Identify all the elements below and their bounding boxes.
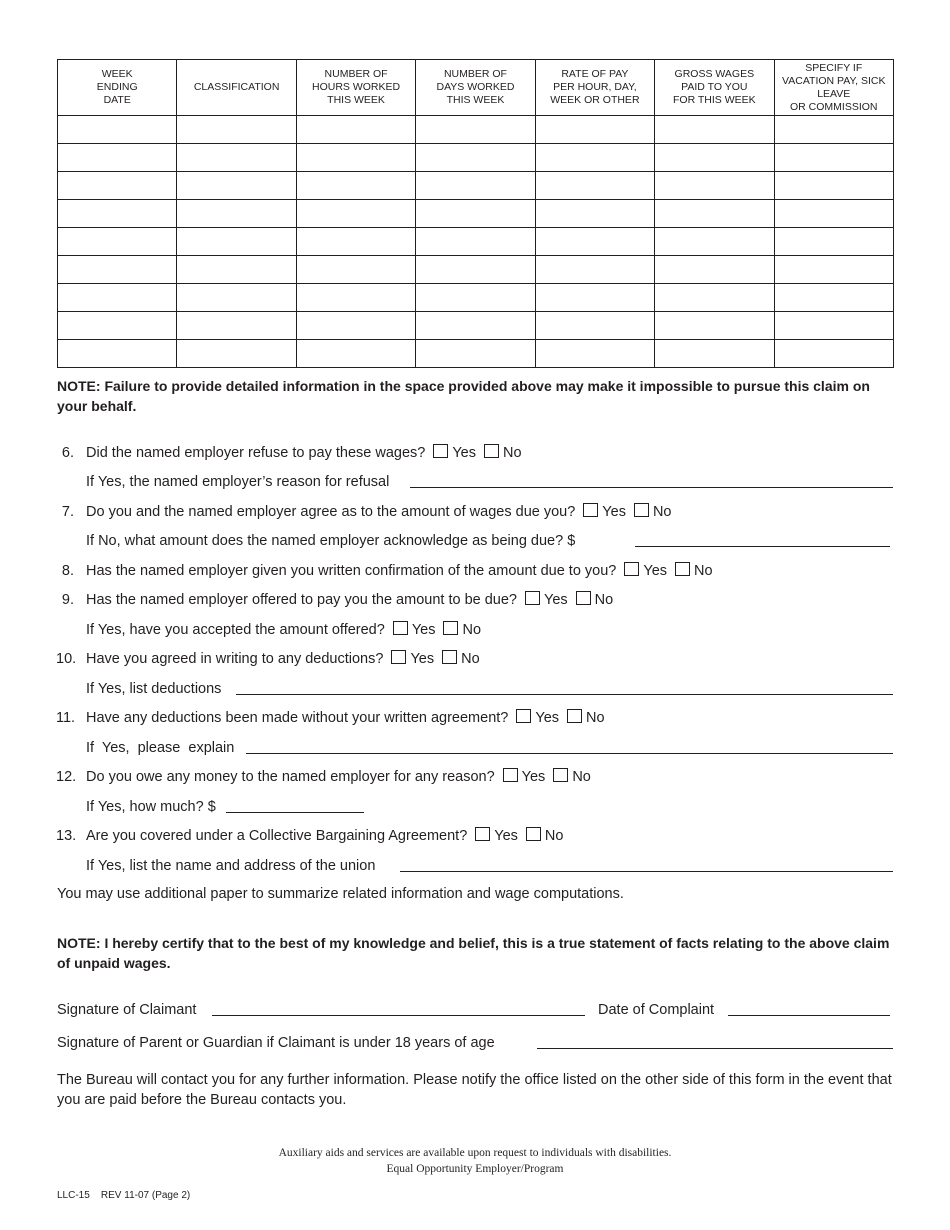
yes-checkbox[interactable] bbox=[525, 591, 540, 605]
table-cell[interactable] bbox=[774, 172, 893, 200]
table-cell[interactable] bbox=[416, 340, 535, 368]
table-cell[interactable] bbox=[58, 116, 177, 144]
table-cell[interactable] bbox=[535, 116, 654, 144]
question-number: 8. bbox=[61, 563, 74, 579]
yes-checkbox[interactable] bbox=[433, 444, 448, 458]
question-9 bbox=[0, 590, 950, 610]
yes-checkbox[interactable] bbox=[624, 562, 639, 576]
table-cell[interactable] bbox=[58, 284, 177, 312]
question-10 bbox=[0, 649, 950, 669]
note-failure-warning: NOTE: Failure to provide detailed information in the space provided above may make it impossible to pursue this claim on your behalf. bbox=[57, 378, 870, 414]
question-6-followup bbox=[0, 472, 950, 492]
table-cell[interactable] bbox=[774, 340, 893, 368]
table-cell[interactable] bbox=[177, 172, 296, 200]
header-hours-worked: NUMBER OF HOURS WORKED THIS WEEK bbox=[296, 60, 415, 116]
table-cell[interactable] bbox=[177, 200, 296, 228]
footer-equal-opportunity: Equal Opportunity Employer/Program bbox=[386, 1163, 564, 1175]
yes-checkbox[interactable] bbox=[583, 503, 598, 517]
table-cell[interactable] bbox=[535, 172, 654, 200]
table-row bbox=[58, 228, 894, 256]
header-days-worked: NUMBER OF DAYS WORKED THIS WEEK bbox=[416, 60, 535, 116]
table-cell[interactable] bbox=[774, 256, 893, 284]
table-cell[interactable] bbox=[177, 116, 296, 144]
no-checkbox[interactable] bbox=[553, 768, 568, 782]
no-checkbox[interactable] bbox=[526, 827, 541, 841]
no-checkbox[interactable] bbox=[484, 444, 499, 458]
table-cell[interactable] bbox=[416, 312, 535, 340]
table-cell[interactable] bbox=[655, 116, 774, 144]
table-cell[interactable] bbox=[655, 144, 774, 172]
table-cell[interactable] bbox=[655, 228, 774, 256]
yes-checkbox[interactable] bbox=[475, 827, 490, 841]
question-9-followup bbox=[0, 620, 950, 640]
yes-checkbox[interactable] bbox=[391, 650, 406, 664]
header-classification: CLASSIFICATION bbox=[177, 60, 296, 116]
table-cell[interactable] bbox=[177, 256, 296, 284]
explain-field[interactable] bbox=[246, 753, 893, 754]
table-cell[interactable] bbox=[655, 312, 774, 340]
question-text: If No, what amount does the named employer acknowledge as being due? $ bbox=[86, 533, 576, 549]
wage-history-table bbox=[57, 59, 894, 368]
table-cell[interactable] bbox=[416, 284, 535, 312]
header-week-ending-date: WEEK ENDING DATE bbox=[58, 60, 177, 116]
table-cell[interactable] bbox=[655, 284, 774, 312]
table-cell[interactable] bbox=[58, 312, 177, 340]
no-checkbox[interactable] bbox=[576, 591, 591, 605]
table-cell[interactable] bbox=[296, 256, 415, 284]
question-8 bbox=[0, 561, 950, 581]
signature-claimant-line bbox=[0, 1000, 950, 1020]
header-gross-wages: GROSS WAGES PAID TO YOU FOR THIS WEEK bbox=[655, 60, 774, 116]
question-11-followup bbox=[0, 738, 950, 758]
form-id: LLC-15 REV 11-07 (Page 2) bbox=[57, 1190, 191, 1201]
header-rate-of-pay: RATE OF PAY PER HOUR, DAY, WEEK OR OTHER bbox=[535, 60, 654, 116]
table-row bbox=[58, 200, 894, 228]
yes-checkbox[interactable] bbox=[516, 709, 531, 723]
table-cell[interactable] bbox=[177, 340, 296, 368]
date-of-complaint-label: Date of Complaint bbox=[598, 1002, 715, 1018]
table-cell[interactable] bbox=[655, 172, 774, 200]
question-text: Are you covered under a Collective Bargaining Agreement? Yes No bbox=[86, 828, 564, 844]
table-cell[interactable] bbox=[774, 228, 893, 256]
signature-guardian-label: Signature of Parent or Guardian if Claimant is under 18 years of age bbox=[57, 1035, 495, 1051]
table-row bbox=[58, 116, 894, 144]
question-13 bbox=[0, 826, 950, 846]
table-header-row bbox=[58, 60, 894, 116]
table-cell[interactable] bbox=[535, 340, 654, 368]
table-cell[interactable] bbox=[58, 172, 177, 200]
question-text: If Yes, list the name and address of the union bbox=[86, 858, 376, 874]
no-checkbox[interactable] bbox=[443, 621, 458, 635]
table-cell[interactable] bbox=[416, 172, 535, 200]
question-text: Do you and the named employer agree as to the amount of wages due you? Yes No bbox=[86, 504, 672, 520]
table-cell[interactable] bbox=[416, 200, 535, 228]
table-cell[interactable] bbox=[535, 228, 654, 256]
table-cell[interactable] bbox=[177, 228, 296, 256]
question-12 bbox=[0, 767, 950, 787]
table-cell[interactable] bbox=[535, 144, 654, 172]
question-7 bbox=[0, 502, 950, 522]
question-text: Have any deductions been made without your written agreement? Yes No bbox=[86, 710, 605, 726]
table-cell[interactable] bbox=[58, 228, 177, 256]
table-cell[interactable] bbox=[296, 200, 415, 228]
question-12-followup bbox=[0, 797, 950, 817]
refusal-reason-field[interactable] bbox=[410, 487, 893, 488]
table-cell[interactable] bbox=[296, 172, 415, 200]
table-cell[interactable] bbox=[774, 200, 893, 228]
signature-claimant-field[interactable] bbox=[212, 1015, 585, 1016]
table-cell[interactable] bbox=[296, 284, 415, 312]
no-checkbox[interactable] bbox=[634, 503, 649, 517]
table-cell[interactable] bbox=[177, 144, 296, 172]
table-cell[interactable] bbox=[535, 256, 654, 284]
table-cell[interactable] bbox=[416, 228, 535, 256]
question-13-followup bbox=[0, 856, 950, 876]
table-cell[interactable] bbox=[416, 256, 535, 284]
acknowledged-amount-field[interactable] bbox=[635, 546, 890, 547]
question-number: 11. bbox=[56, 710, 76, 726]
question-number: 6. bbox=[61, 445, 74, 461]
table-cell[interactable] bbox=[655, 256, 774, 284]
date-of-complaint-field[interactable] bbox=[728, 1015, 890, 1016]
question-text: If Yes, list deductions bbox=[86, 681, 222, 697]
table-cell[interactable] bbox=[774, 284, 893, 312]
table-row bbox=[58, 256, 894, 284]
table-cell[interactable] bbox=[655, 200, 774, 228]
question-text: If Yes, how much? $ bbox=[86, 799, 216, 815]
no-checkbox[interactable] bbox=[675, 562, 690, 576]
signature-guardian-line bbox=[0, 1033, 950, 1053]
no-checkbox[interactable] bbox=[442, 650, 457, 664]
signature-claimant-label: Signature of Claimant bbox=[57, 1002, 197, 1018]
deductions-list-field[interactable] bbox=[236, 694, 893, 695]
no-checkbox[interactable] bbox=[567, 709, 582, 723]
table-cell[interactable] bbox=[58, 200, 177, 228]
table-cell[interactable] bbox=[535, 200, 654, 228]
table-cell[interactable] bbox=[774, 144, 893, 172]
table-cell[interactable] bbox=[296, 312, 415, 340]
question-number: 10. bbox=[56, 651, 77, 667]
question-number: 12. bbox=[56, 769, 77, 785]
table-cell[interactable] bbox=[296, 116, 415, 144]
question-text: If Yes, the named employer’s reason for refusal bbox=[86, 474, 390, 490]
table-cell[interactable] bbox=[535, 312, 654, 340]
footer-accessibility: Auxiliary aids and services are available upon request to individuals with disabilities. bbox=[278, 1147, 672, 1159]
question-text: Has the named employer offered to pay you the amount to be due? Yes No bbox=[86, 592, 614, 608]
question-text: Has the named employer given you written confirmation of the amount due to you? Yes No bbox=[86, 563, 713, 579]
signature-guardian-field[interactable] bbox=[537, 1048, 893, 1049]
question-text: If Yes, please explain bbox=[86, 740, 235, 756]
table-cell[interactable] bbox=[177, 284, 296, 312]
yes-checkbox[interactable] bbox=[503, 768, 518, 782]
question-number: 7. bbox=[61, 504, 74, 520]
table-cell[interactable] bbox=[416, 116, 535, 144]
table-cell[interactable] bbox=[177, 312, 296, 340]
table-row bbox=[58, 340, 894, 368]
amount-owed-field[interactable] bbox=[226, 812, 364, 813]
question-number: 9. bbox=[61, 592, 74, 608]
table-cell[interactable] bbox=[535, 284, 654, 312]
table-cell[interactable] bbox=[58, 256, 177, 284]
table-row bbox=[58, 172, 894, 200]
certification-note: NOTE: I hereby certify that to the best of my knowledge and belief, this is a true statement of facts relating to the above claim of unpaid wages. bbox=[57, 935, 890, 971]
table-cell[interactable] bbox=[296, 228, 415, 256]
question-text: Have you agreed in writing to any deductions? Yes No bbox=[86, 651, 480, 667]
question-7-followup bbox=[0, 531, 950, 551]
bureau-contact-note: The Bureau will contact you for any further information. Please notify the office listed on the other side of this form in the event that you are paid before the Bureau contacts you. bbox=[57, 1072, 892, 1108]
header-pay-type: SPECIFY IF VACATION PAY, SICK LEAVE OR COMMISSION bbox=[774, 60, 893, 116]
table-cell[interactable] bbox=[58, 340, 177, 368]
table-cell[interactable] bbox=[296, 144, 415, 172]
table-cell[interactable] bbox=[58, 144, 177, 172]
yes-checkbox[interactable] bbox=[393, 621, 408, 635]
question-text: Do you owe any money to the named employer for any reason? Yes No bbox=[86, 769, 591, 785]
question-6 bbox=[0, 443, 950, 463]
table-cell[interactable] bbox=[774, 312, 893, 340]
question-number: 13. bbox=[56, 828, 77, 844]
table-row bbox=[58, 312, 894, 340]
table-cell[interactable] bbox=[296, 340, 415, 368]
table-cell[interactable] bbox=[774, 116, 893, 144]
table-cell[interactable] bbox=[655, 340, 774, 368]
table-cell[interactable] bbox=[416, 144, 535, 172]
question-text: Did the named employer refuse to pay these wages? Yes No bbox=[86, 445, 522, 461]
union-name-address-field[interactable] bbox=[400, 871, 893, 872]
question-10-followup bbox=[0, 679, 950, 699]
table-row bbox=[58, 284, 894, 312]
table-row bbox=[58, 144, 894, 172]
additional-paper-note: You may use additional paper to summarize related information and wage computations. bbox=[57, 886, 624, 902]
question-11 bbox=[0, 708, 950, 728]
question-text: If Yes, have you accepted the amount offered? Yes No bbox=[86, 622, 482, 638]
